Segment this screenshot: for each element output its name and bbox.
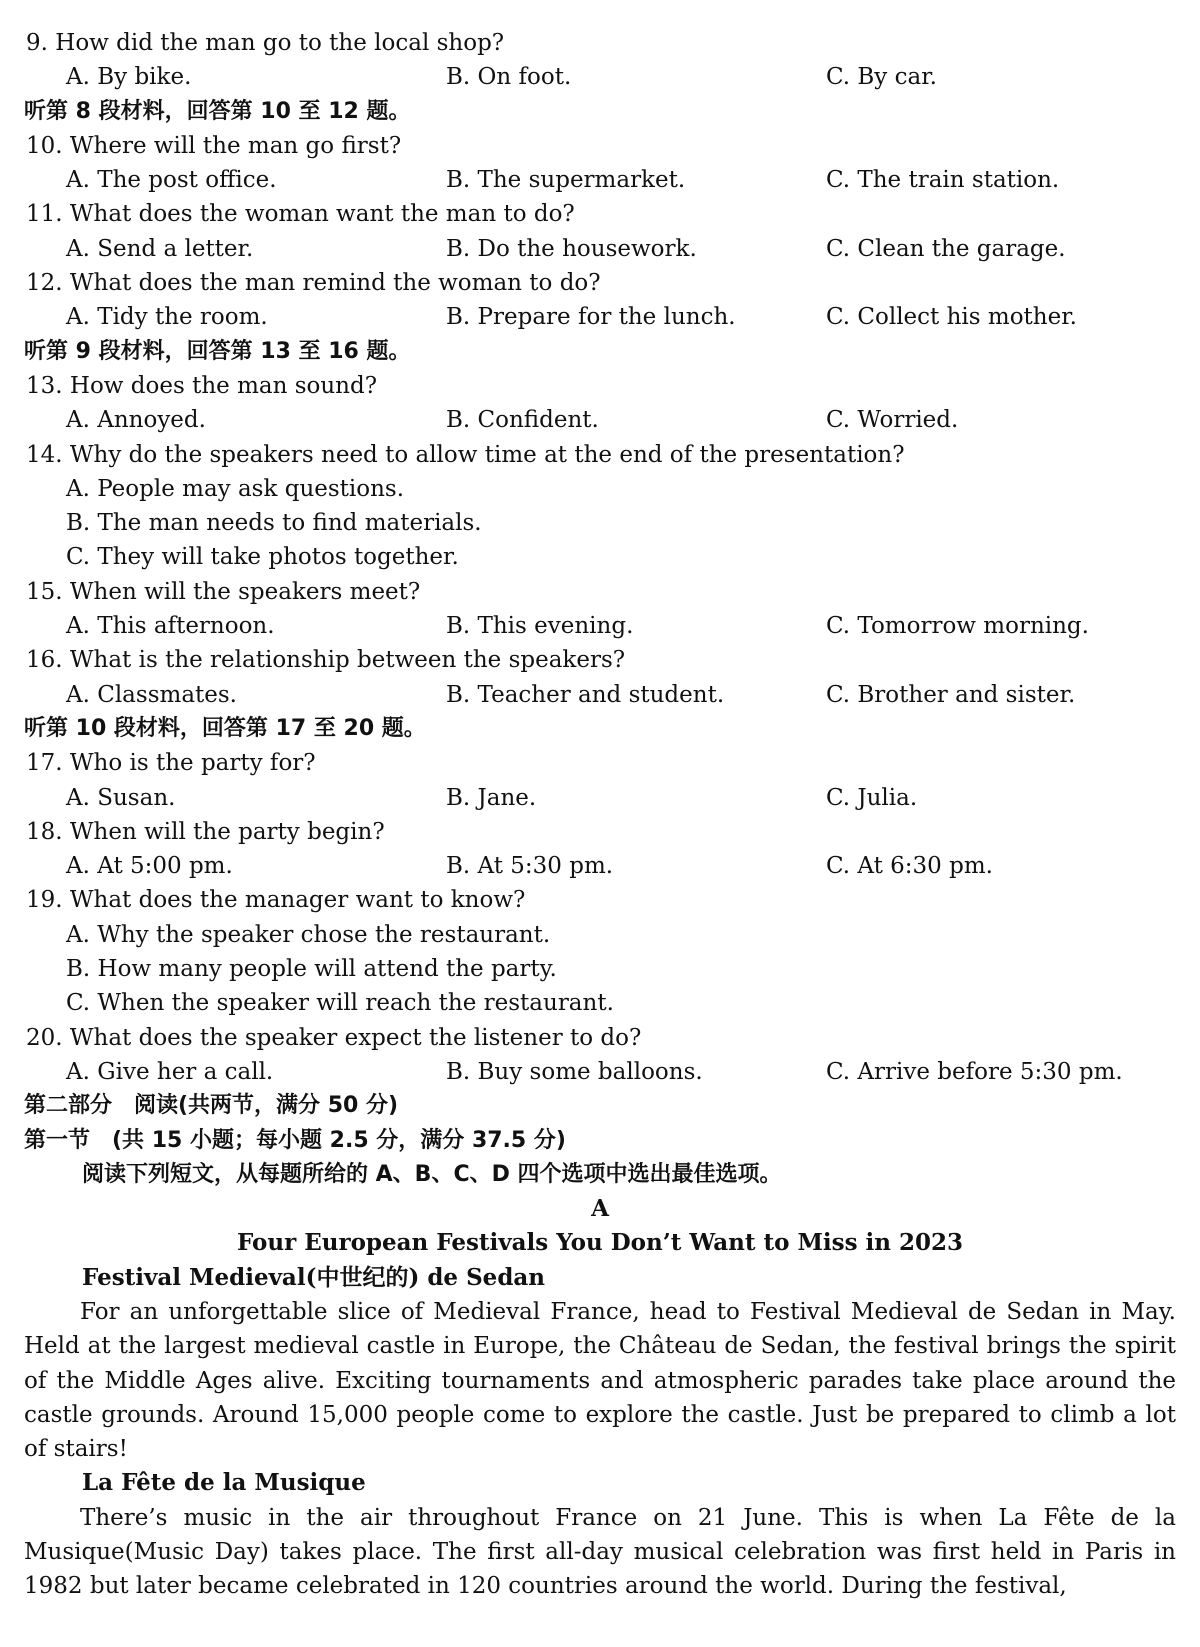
option-a: A. People may ask questions. — [66, 475, 405, 502]
paragraph-fete-de-la-musique: There’s music in the air throughout France on 21 June. This is when La Fête de la Musique(Music Day) takes place. The first all-day musical celebration was first held in Paris in 1982 but later became celebrated in 120 countries around the world. During the festival, — [24, 1504, 1176, 1600]
option-b: B. Buy some balloons. — [446, 1058, 703, 1085]
question-18: 18. When will the party begin? — [26, 818, 385, 845]
question-15-options — [24, 609, 1176, 643]
option-a: A. At 5:00 pm. — [66, 853, 233, 880]
option-c: C. Julia. — [826, 784, 918, 811]
option-b: B. Do the housework. — [446, 235, 697, 262]
part-2-heading: 第二部分 阅读(共两节，满分 50 分) — [24, 1093, 399, 1119]
option-a: A. This afternoon. — [66, 613, 275, 640]
option-b: B. The man needs to find materials. — [66, 510, 482, 537]
option-c: C. Worried. — [826, 407, 959, 434]
question-9: 9. How did the man go to the local shop? — [26, 30, 505, 56]
option-c: C. The train station. — [826, 167, 1060, 194]
question-17-options — [24, 781, 1176, 815]
question-15: 15. When will the speakers meet? — [26, 578, 421, 605]
question-20-options — [24, 1055, 1176, 1089]
option-a: A. Send a letter. — [66, 235, 254, 262]
option-a: A. Susan. — [66, 784, 176, 811]
option-c: C. When the speaker will reach the restaurant. — [66, 990, 614, 1017]
option-b: B. Jane. — [446, 784, 537, 811]
question-13: 13. How does the man sound? — [26, 372, 378, 399]
option-c: C. By car. — [826, 64, 937, 91]
question-10: 10. Where will the man go first? — [26, 132, 402, 159]
option-a: A. Give her a call. — [66, 1058, 274, 1085]
option-c: C. They will take photos together. — [66, 544, 459, 571]
question-17: 17. Who is the party for? — [26, 750, 316, 777]
option-a: A. Annoyed. — [66, 407, 206, 434]
instructions: 阅读下列短文，从每题所给的 A、B、C、D 四个选项中选出最佳选项。 — [82, 1161, 782, 1187]
option-b: B. Teacher and student. — [446, 681, 725, 708]
option-a: A. Tidy the room. — [66, 304, 268, 331]
question-16: 16. What is the relationship between the speakers? — [26, 647, 626, 674]
exam-page — [24, 26, 1176, 1604]
question-13-options — [24, 403, 1176, 437]
section-1-heading: 第一节 (共 15 小题；每小题 2.5 分，满分 37.5 分) — [24, 1127, 566, 1153]
option-b: B. On foot. — [446, 64, 572, 91]
question-14: 14. Why do the speakers need to allow time at the end of the presentation? — [26, 441, 905, 468]
option-c: C. Brother and sister. — [826, 681, 1076, 708]
option-a: A. The post office. — [66, 167, 277, 194]
paragraph-festival-medieval: For an unforgettable slice of Medieval France, head to Festival Medieval de Sedan in May. Held at the largest medieval castle in Europe, the Château de Sedan, the festival brings the spirit of the Middle Ages alive. Exciting tournaments and atmospheric parades take place around the castle grounds. Around 15,000 people come to explore the castle. Just be prepared to climb a lot of stairs! — [24, 1298, 1176, 1463]
question-20: 20. What does the speaker expect the listener to do? — [26, 1024, 642, 1051]
question-9-options — [24, 60, 1176, 94]
question-19: 19. What does the manager want to know? — [26, 887, 526, 914]
question-16-options — [24, 678, 1176, 712]
option-b: B. Prepare for the lunch. — [446, 304, 736, 331]
passage-letter: A — [591, 1195, 609, 1223]
option-c: C. Collect his mother. — [826, 304, 1077, 331]
option-a: A. Classmates. — [66, 681, 237, 708]
subheading-festival-medieval: Festival Medieval(中世纪的) de Sedan — [82, 1263, 546, 1291]
question-12-options — [24, 300, 1176, 334]
question-12: 12. What does the man remind the woman to do? — [26, 270, 601, 297]
subheading-fete-de-la-musique: La Fête de la Musique — [82, 1469, 366, 1497]
option-a: A. By bike. — [66, 64, 192, 91]
option-b: B. The supermarket. — [446, 167, 686, 194]
option-b: B. This evening. — [446, 613, 634, 640]
question-11-options — [24, 232, 1176, 266]
question-18-options — [24, 849, 1176, 883]
option-b: B. At 5:30 pm. — [446, 853, 614, 880]
question-11: 11. What does the woman want the man to do? — [26, 201, 575, 228]
option-a: A. Why the speaker chose the restaurant. — [66, 921, 551, 948]
passage-title: Four European Festivals You Don’t Want to Miss in 2023 — [236, 1229, 964, 1257]
question-10-options — [24, 163, 1176, 197]
option-c: C. Arrive before 5:30 pm. — [826, 1058, 1123, 1085]
section-9-heading: 听第 9 段材料，回答第 13 至 16 题。 — [24, 338, 411, 364]
option-c: C. At 6:30 pm. — [826, 853, 993, 880]
option-c: C. Tomorrow morning. — [826, 613, 1089, 640]
option-c: C. Clean the garage. — [826, 235, 1066, 262]
option-b: B. How many people will attend the party. — [66, 956, 557, 983]
section-8-heading: 听第 8 段材料，回答第 10 至 12 题。 — [24, 98, 411, 124]
option-b: B. Confident. — [446, 407, 599, 434]
section-10-heading: 听第 10 段材料，回答第 17 至 20 题。 — [24, 715, 426, 741]
